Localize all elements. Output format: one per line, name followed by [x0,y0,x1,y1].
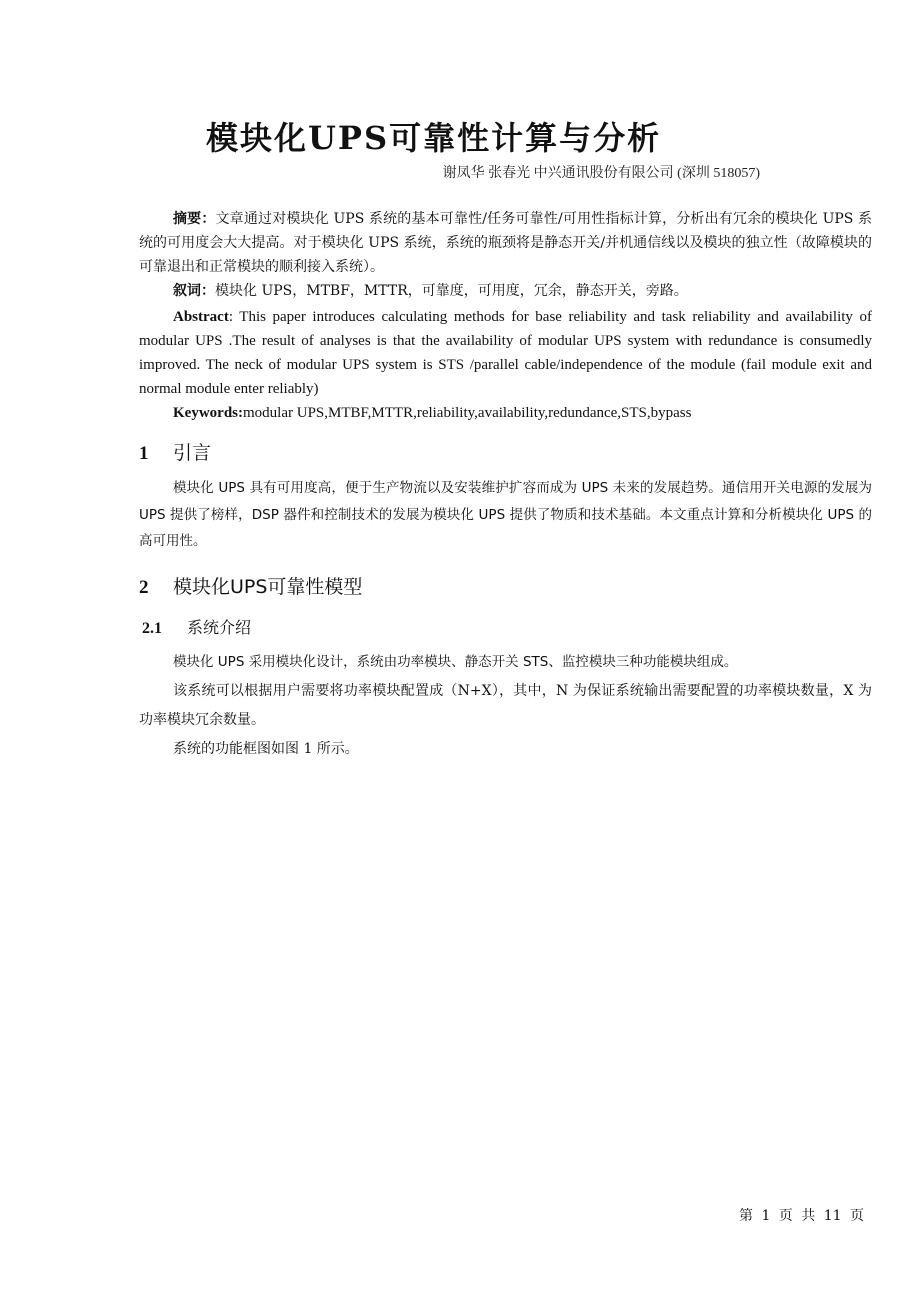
section-title: 引言 [173,442,212,464]
keywords-en-text: modular UPS,MTBF,MTTR,reliability,availability,redundance,STS,bypass [243,405,692,421]
paragraph: 模块化 UPS 采用模块化设计，系统由功率模块、静态开关 STS、监控模块三种功能模块组成。 [173,654,738,670]
paper-title: 模块化UPS可靠性计算与分析 [206,119,662,157]
subsection-2-1-heading [142,615,251,638]
section-2-heading [139,572,362,599]
page-footer: 第 1 页 共 11 页 [739,1208,864,1224]
section-1-heading [139,438,211,465]
chinese-abstract-block [139,207,872,303]
english-abstract-block [139,305,872,425]
chinese-keywords [139,279,872,303]
keywords-en-label: Keywords: [173,405,243,421]
subsection-2-1-body [139,648,872,764]
abstract-zh-label: 摘要： [173,211,216,227]
authors-affiliation: 谢凤华 张春光 中兴通讯股份有限公司 (深圳 518057) [442,166,760,181]
subsection-number: 2.1 [142,620,162,637]
keywords-zh-label: 叙词： [173,283,215,299]
paragraph: 该系统可以根据用户需要将功率模块配置成（N+X），其中，N 为保证系统输出需要配置的功率模块数量，X 为功率模块冗余数量。 [139,683,872,728]
paragraph: 模块化 UPS 具有可用度高，便于生产物流以及安装维护扩容而成为 UPS 未来的发展趋势。通信用开关电源的发展为 UPS 提供了榜样，DSP 器件和控制技术的发展为模块化 UPS 提供了物质和技术基础。本文重点计算和分析模块化 UPS 的高可用性。 [139,480,872,549]
english-abstract [139,305,872,401]
paragraph: 系统的功能框图如图 1 所示。 [173,741,359,757]
abstract-en-text: : This paper introduces calculating methods for base reliability and task reliability and availability of modular UPS .The result of analyses is that the availability of modular UPS system with redundance is consumedly improved. The neck of modular UPS system is STS /parallel cable/independence of the module (fail module exit and normal module enter reliably) [139,309,872,397]
abstract-zh-text: 文章通过对模块化 UPS 系统的基本可靠性/任务可靠性/可用性指标计算，分析出有冗余的模块化 UPS 系统的可用度会大大提高。对于模块化 UPS 系统，系统的瓶颈将是静态开关/并机通信线以及模块的独立性（故障模块的可靠退出和正常模块的顺利接入系统）。 [139,211,872,275]
section-number: 1 [139,443,149,464]
abstract-en-label: Abstract [173,309,229,325]
section-number: 2 [139,577,149,598]
subsection-title: 系统介绍 [187,618,252,637]
section-title: 模块化UPS可靠性模型 [173,576,363,598]
keywords-zh-text: 模块化 UPS，MTBF，MTTR，可靠度，可用度，冗余，静态开关，旁路。 [215,283,688,299]
chinese-abstract [139,207,872,279]
english-keywords [139,401,872,425]
section-1-body [139,475,872,555]
